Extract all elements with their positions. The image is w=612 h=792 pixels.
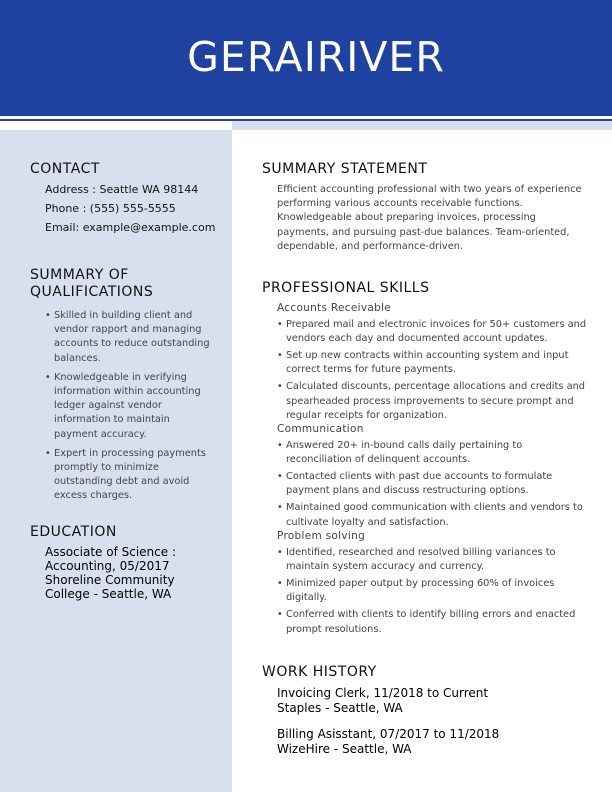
skill-item: • Set up new contracts within accounting system and input correct terms for future payments.	[277, 349, 587, 377]
job-entry	[277, 727, 577, 757]
skill-item: • Maintained good communication with clients and vendors to cultivate loyalty and satisfaction.	[277, 501, 587, 529]
education-line: Associate of Science :	[45, 545, 176, 559]
top-strip	[232, 121, 612, 130]
contact-email[interactable]: Email: example@example.com	[45, 221, 216, 234]
education-heading: EDUCATION	[30, 524, 117, 540]
skill-group-title: Accounts Receivable	[277, 302, 392, 314]
candidate-name: GERAIRIVER	[187, 33, 445, 81]
skill-group-list	[277, 318, 587, 426]
header-banner	[0, 0, 612, 116]
job-company: Staples - Seattle, WA	[277, 701, 403, 715]
qualifications-list	[45, 309, 210, 509]
education-line: Accounting, 05/2017	[45, 559, 170, 573]
skill-group-list	[277, 546, 587, 640]
contact-address: Address : Seattle WA 98144	[45, 183, 199, 196]
skill-group-title: Problem solving	[277, 530, 366, 542]
job-title: Invoicing Clerk, 11/2018 to Current	[277, 686, 489, 700]
qualification-item: • Skilled in building client and vendor rapport and managing accounts to reduce outstanding balances.	[45, 309, 210, 366]
skill-item: • Conferred with clients to identify billing errors and enacted prompt resolutions.	[277, 608, 587, 636]
skill-item: • Identified, researched and resolved billing variances to maintain system accuracy and currency.	[277, 546, 587, 574]
skills-heading: PROFESSIONAL SKILLS	[262, 280, 430, 296]
work-heading: WORK HISTORY	[262, 664, 377, 680]
education-line: Shoreline Community	[45, 573, 175, 587]
education-entry	[45, 545, 220, 601]
skill-item: • Prepared mail and electronic invoices for 50+ customers and vendors each day and documented account updates.	[277, 318, 587, 346]
qualifications-heading-line2: QUALIFICATIONS	[30, 284, 154, 300]
summary-text: Efficient accounting professional with two years of experience performing various accounts receivable functions. Knowledgeable about preparing invoices, processing payments, and pursuing past-due balances. Team-oriented, dependable, and performance-driven.	[277, 184, 582, 252]
qualifications-heading-line1: SUMMARY OF	[30, 267, 129, 283]
skill-group-title: Communication	[277, 423, 364, 435]
summary-heading: SUMMARY STATEMENT	[262, 161, 428, 177]
qualification-item: • Knowledgeable in verifying information within accounting ledger against vendor information to maintain payment accuracy.	[45, 371, 210, 442]
skill-group-list	[277, 439, 587, 533]
education-line: College - Seattle, WA	[45, 587, 172, 601]
skill-item: • Minimized paper output by processing 60% of invoices digitally.	[277, 577, 587, 605]
contact-heading: CONTACT	[30, 161, 100, 177]
job-company: WizeHire - Seattle, WA	[277, 742, 412, 756]
skill-item: • Calculated discounts, percentage allocations and credits and spearheaded process improvements to secure prompt and regular receipts for organization.	[277, 380, 587, 423]
contact-phone: Phone : (555) 555-5555	[45, 202, 176, 215]
skill-item: • Contacted clients with past due accounts to formulate payment plans and discuss restructuring options.	[277, 470, 587, 498]
skill-item: • Answered 20+ in-bound calls daily pertaining to reconciliation of delinquent accounts.	[277, 439, 587, 467]
qualification-item: • Expert in processing payments promptly to minimize outstanding debt and avoid excess charges.	[45, 447, 210, 504]
job-title: Billing Asisstant, 07/2017 to 11/2018	[277, 727, 500, 741]
job-entry	[277, 686, 577, 716]
